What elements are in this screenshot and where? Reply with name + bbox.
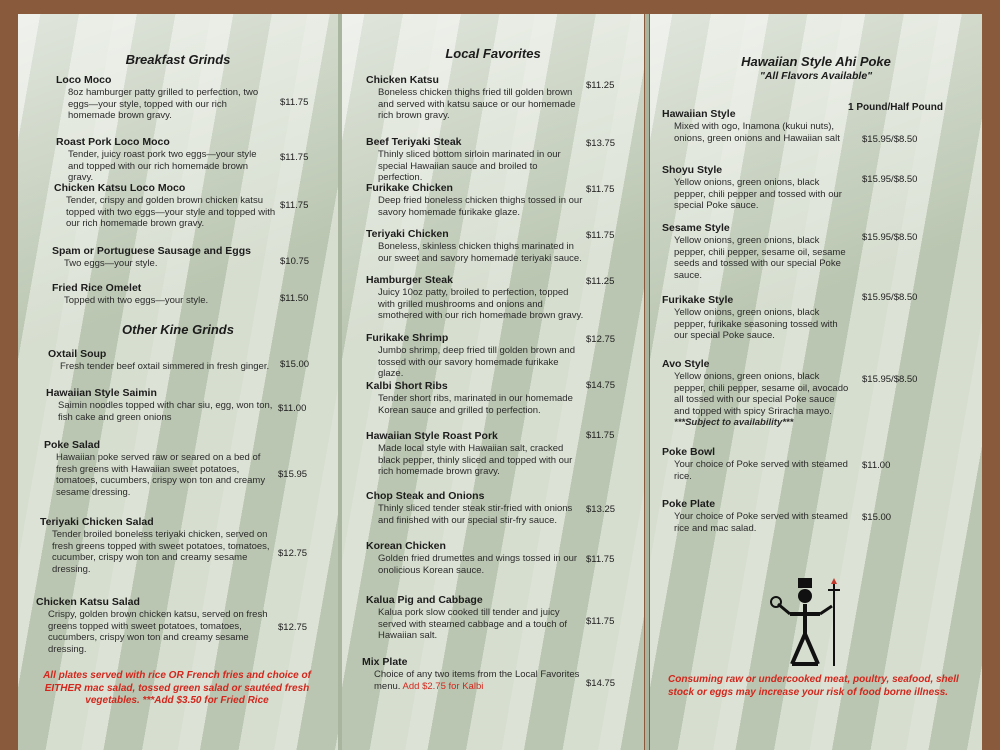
item-name: Kalua Pig and Cabbage bbox=[366, 594, 483, 606]
item-price: $11.75 bbox=[280, 152, 309, 163]
plates-note: All plates served with rice OR French fries and choice of EITHER mac salad, tossed green salad or sautéed fresh vegetables. ***Add $3.50 for Fried Rice bbox=[43, 670, 311, 706]
menu-item bbox=[56, 136, 274, 184]
menu-item bbox=[46, 387, 278, 423]
menu-item-mix-plate bbox=[362, 656, 584, 692]
item-price: $15.95/$8.50 bbox=[862, 232, 918, 243]
availability-note: ***Subject to availability*** bbox=[674, 417, 794, 428]
menu-item bbox=[366, 274, 584, 322]
item-desc: Your choice of Poke served with steamed rice and mac salad. bbox=[674, 511, 848, 534]
item-desc: Saimin noodles topped with char siu, egg, won ton, fish cake and green onions bbox=[58, 400, 273, 423]
menu-item bbox=[36, 596, 278, 655]
menu-item bbox=[662, 446, 852, 482]
item-desc: Deep fried boneless chicken thighs tossed in our savory homemade furikake glaze. bbox=[378, 195, 583, 218]
item-desc: Tender, juicy roast pork two eggs—your style and topped with our rich homemade brown gravy. bbox=[68, 149, 257, 183]
item-desc: Yellow onions, green onions, black pepper, chili pepper, sesame oil, sesame seeds and tossed with our special Poke sauce. bbox=[674, 235, 846, 281]
item-name: Roast Pork Loco Moco bbox=[56, 136, 170, 148]
item-desc: Your choice of Poke served with steamed rice. bbox=[674, 459, 848, 482]
item-name: Hamburger Steak bbox=[366, 274, 453, 286]
item-price: $11.75 bbox=[586, 184, 615, 195]
item-name: Spam or Portuguese Sausage and Eggs bbox=[52, 245, 251, 257]
kalbi-add-note: Add $2.75 for Kalbi bbox=[402, 680, 484, 692]
menu-item bbox=[366, 380, 584, 416]
item-price: $11.50 bbox=[280, 293, 309, 304]
item-price: $11.25 bbox=[586, 276, 615, 287]
item-price: $11.25 bbox=[586, 80, 615, 91]
item-price: $14.75 bbox=[586, 678, 616, 689]
item-name: Kalbi Short Ribs bbox=[366, 380, 448, 392]
menu-item bbox=[662, 294, 852, 342]
item-name: Sesame Style bbox=[662, 222, 730, 234]
menu-item bbox=[44, 439, 278, 498]
item-desc: Boneless, skinless chicken thighs marinated in our sweet and savory homemade teriyaki sauce. bbox=[378, 241, 582, 264]
fold-crease bbox=[645, 14, 649, 750]
item-name: Chicken Katsu Salad bbox=[36, 596, 140, 608]
item-desc: Thinly sliced bottom sirloin marinated in our special Hawaiian sauce and broiled to perfection. bbox=[378, 149, 561, 183]
item-desc bbox=[662, 371, 852, 429]
item-price: $13.75 bbox=[586, 138, 616, 149]
item-name: Poke Bowl bbox=[662, 446, 716, 458]
item-desc: Boneless chicken thighs fried till golden brown and served with katsu sauce or our homemade rich brown gravy. bbox=[378, 87, 576, 121]
menu-item bbox=[662, 498, 852, 534]
item-price: $15.95 bbox=[278, 469, 308, 480]
breakfast-title: Breakfast Grinds bbox=[125, 52, 231, 67]
item-name: Avo Style bbox=[662, 358, 710, 370]
item-price: $15.95/$8.50 bbox=[862, 292, 918, 303]
item-price: $15.00 bbox=[280, 359, 310, 370]
item-price: $12.75 bbox=[278, 622, 308, 633]
item-desc: Crispy, golden brown chicken katsu, served on fresh greens topped with sweet potatoes, tomatoes, cucumbers, crispy won ton and creamy sesame dressing. bbox=[48, 609, 268, 655]
item-price: $11.75 bbox=[280, 200, 309, 211]
menu-item bbox=[366, 74, 584, 122]
chef-logo-icon bbox=[760, 574, 860, 674]
menu-panel-left bbox=[18, 14, 338, 750]
item-price: $11.00 bbox=[278, 403, 307, 414]
item-name: Furikake Chicken bbox=[366, 182, 453, 194]
item-desc: Tender short ribs, marinated in our homemade Korean sauce and grilled to perfection. bbox=[378, 393, 573, 416]
menu-item bbox=[366, 182, 584, 218]
item-name: Oxtail Soup bbox=[48, 348, 107, 360]
item-name: Furikake Shrimp bbox=[366, 332, 449, 344]
item-name: Furikake Style bbox=[662, 294, 734, 306]
mix-plate-desc: Choice of any two items from the Local Favorites menu. bbox=[374, 669, 580, 692]
item-price: $11.75 bbox=[586, 430, 615, 441]
menu-item bbox=[48, 348, 278, 373]
item-desc: Golden fried drumettes and wings tossed in our onolicious Korean sauce. bbox=[378, 553, 578, 576]
item-price: $15.00 bbox=[862, 512, 892, 523]
item-name: Chop Steak and Onions bbox=[366, 490, 485, 502]
item-desc: Hawaiian poke served raw or seared on a bed of fresh greens with Hawaiian sweet potatoes, tomatoes, cucumbers, crispy won ton and creamy sesame dressing. bbox=[56, 452, 266, 498]
item-price: $11.75 bbox=[586, 554, 615, 565]
item-desc: Juicy 10oz patty, broiled to perfection, topped with grilled mushrooms and onions and smothered with our rich homemade brown gravy. bbox=[378, 287, 584, 321]
menu-item bbox=[662, 222, 852, 281]
item-name: Teriyaki Chicken Salad bbox=[40, 516, 154, 528]
item-desc: Fresh tender beef oxtail simmered in fresh ginger. bbox=[60, 361, 270, 372]
item-name: Korean Chicken bbox=[366, 540, 446, 552]
item-price: $12.75 bbox=[278, 548, 308, 559]
menu-item bbox=[366, 332, 584, 380]
item-price: $15.95/$8.50 bbox=[862, 174, 918, 185]
item-desc: Thinly sliced tender steak stir-fried with onions and finished with our special stir-fry sauce. bbox=[378, 503, 573, 526]
menu-item bbox=[366, 228, 584, 264]
poke-title: Hawaiian Style Ahi Poke bbox=[741, 54, 891, 69]
menu-item bbox=[366, 136, 584, 184]
item-price: $11.75 bbox=[586, 230, 615, 241]
item-desc: 8oz hamburger patty grilled to perfection, two eggs—your style, topped with our rich homemade brown gravy. bbox=[68, 87, 259, 121]
menu-item bbox=[366, 430, 584, 478]
item-name: Poke Plate bbox=[662, 498, 716, 510]
menu-item bbox=[662, 358, 852, 429]
menu-item bbox=[366, 594, 584, 642]
item-price: $14.75 bbox=[586, 380, 616, 391]
item-desc: Yellow onions, green onions, black pepper, chili pepper and tossed with our special Poke sauce. bbox=[674, 177, 842, 211]
item-desc: Tender broiled boneless teriyaki chicken, served on fresh greens topped with sweet potatoes, tomatoes, cucumber, crispy won ton and creamy sesame dressing. bbox=[52, 529, 270, 575]
item-desc: Kalua pork slow cooked till tender and juicy served with steamed cabbage and a touch of Hawaiian salt. bbox=[378, 607, 568, 641]
menu-panel-middle bbox=[342, 14, 644, 750]
item-name: Hawaiian Style Saimin bbox=[46, 387, 157, 399]
item-price: $10.75 bbox=[280, 256, 310, 267]
poke-subtitle: "All Flavors Available" bbox=[759, 70, 873, 82]
menu-item bbox=[662, 108, 852, 144]
item-price: $11.75 bbox=[586, 616, 615, 627]
item-desc: Tender, crispy and golden brown chicken katsu topped with two eggs—your style and topped with our rich homemade brown gravy. bbox=[66, 195, 276, 229]
other-kine-title: Other Kine Grinds bbox=[122, 322, 234, 337]
item-desc: Jumbo shrimp, deep fried till golden brown and tossed with our savory homemade furikake glaze. bbox=[378, 345, 575, 379]
size-header: 1 Pound/Half Pound bbox=[848, 102, 943, 113]
item-name: Mix Plate bbox=[362, 656, 408, 668]
item-name: Fried Rice Omelet bbox=[52, 282, 142, 294]
avo-desc: Yellow onions, green onions, black pepper, chili pepper, sesame oil, avocado all tossed with our special Poke sauce and topped with spicy Sriracha mayo. bbox=[674, 371, 849, 417]
menu-item bbox=[56, 74, 274, 122]
item-desc: Mixed with ogo, Inamona (kukui nuts), onions, green onions and Hawaiian salt bbox=[674, 121, 840, 144]
item-price: $13.25 bbox=[586, 504, 616, 515]
menu-item bbox=[662, 164, 852, 212]
item-name: Chicken Katsu Loco Moco bbox=[54, 182, 186, 194]
item-price: $12.75 bbox=[586, 334, 616, 345]
item-name: Poke Salad bbox=[44, 439, 101, 451]
item-name: Hawaiian Style Roast Pork bbox=[366, 430, 498, 442]
item-desc bbox=[362, 669, 584, 692]
menu-item bbox=[40, 516, 278, 575]
menu-item bbox=[52, 282, 276, 307]
menu-panel-right bbox=[650, 14, 982, 750]
item-price: $11.75 bbox=[280, 97, 309, 108]
item-name: Beef Teriyaki Steak bbox=[366, 136, 462, 148]
local-favorites-title: Local Favorites bbox=[445, 46, 541, 61]
item-desc: Topped with two eggs—your style. bbox=[64, 295, 209, 306]
item-name: Loco Moco bbox=[56, 74, 112, 86]
item-price: $15.95/$8.50 bbox=[862, 134, 918, 145]
menu-item bbox=[52, 245, 276, 270]
item-name: Hawaiian Style bbox=[662, 108, 736, 120]
item-name: Chicken Katsu bbox=[366, 74, 439, 86]
menu-item bbox=[366, 490, 584, 526]
menu-item bbox=[54, 182, 276, 230]
item-name: Teriyaki Chicken bbox=[366, 228, 449, 240]
item-desc: Yellow onions, green onions, black pepper, furikake seasoning tossed with our special Poke sauce. bbox=[674, 307, 838, 341]
raw-food-warning: Consuming raw or undercooked meat, poultry, seafood, shell stock or eggs may increase your risk of food borne illness. bbox=[668, 674, 959, 698]
menu-item bbox=[366, 540, 584, 576]
item-desc: Made local style with Hawaiian salt, cracked black pepper, thinly sliced and topped with our rich homemade brown gravy. bbox=[378, 443, 573, 477]
item-desc: Two eggs—your style. bbox=[64, 258, 158, 269]
item-name: Shoyu Style bbox=[662, 164, 723, 176]
item-price: $11.00 bbox=[862, 460, 891, 471]
item-price: $15.95/$8.50 bbox=[862, 374, 918, 385]
